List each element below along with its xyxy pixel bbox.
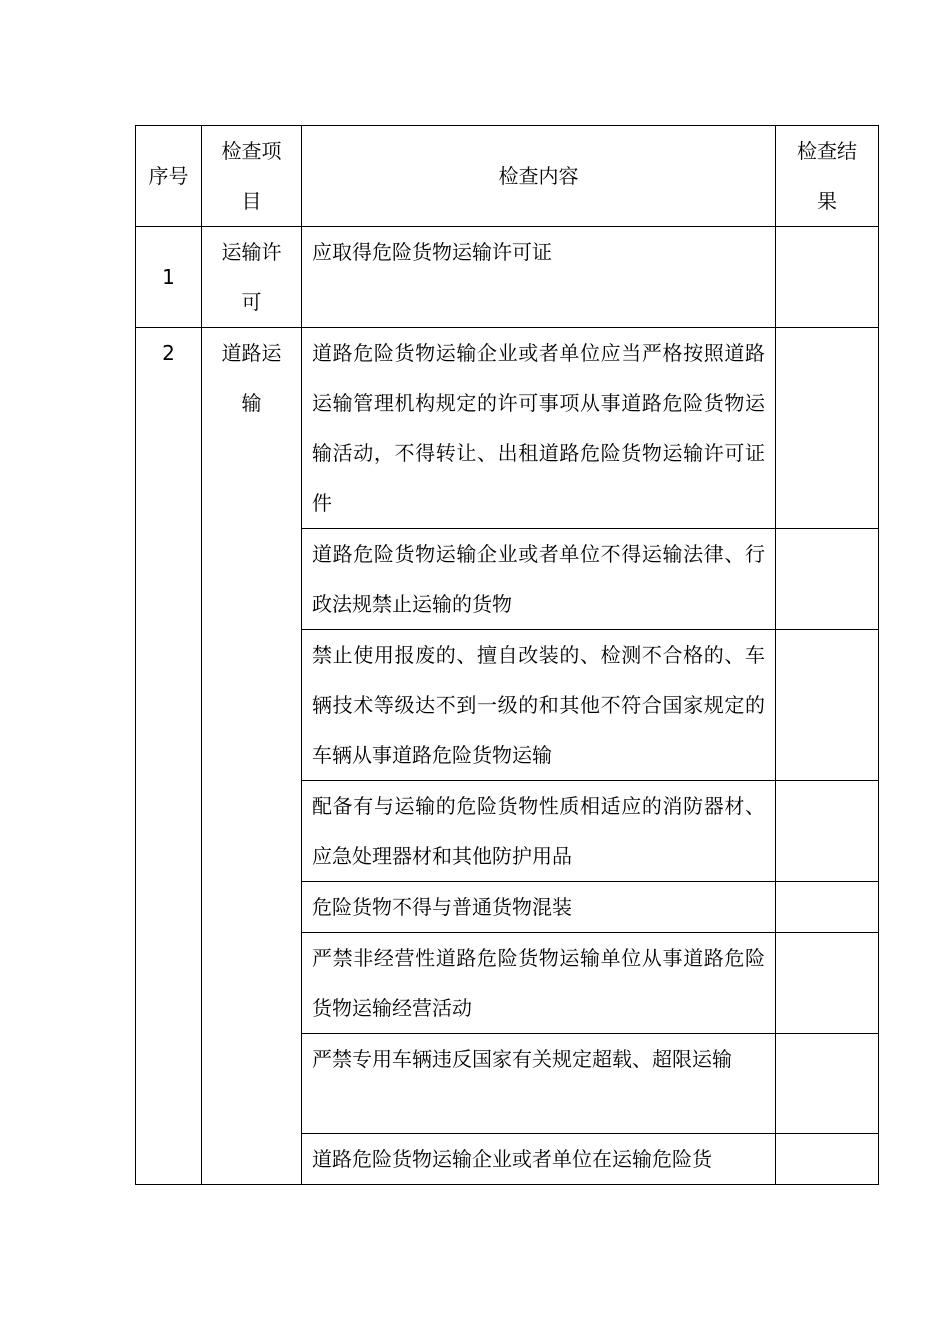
row-content: 禁止使用报废的、擅自改装的、检测不合格的、车辆技术等级达不到一级的和其他不符合国家规定的车辆从事道路危险货物运输 bbox=[302, 630, 776, 781]
row-result-cell bbox=[776, 227, 879, 328]
row-content: 应取得危险货物运输许可证 bbox=[302, 227, 776, 328]
row-result-cell bbox=[776, 1134, 879, 1185]
header-number: 序号 bbox=[136, 126, 202, 227]
row-result-cell bbox=[776, 882, 879, 933]
row-result-cell bbox=[776, 630, 879, 781]
header-content: 检查内容 bbox=[302, 126, 776, 227]
row-result-cell bbox=[776, 1034, 879, 1134]
row-content: 严禁非经营性道路危险货物运输单位从事道路危险货物运输经营活动 bbox=[302, 933, 776, 1034]
row-content: 配备有与运输的危险货物性质相适应的消防器材、应急处理器材和其他防护用品 bbox=[302, 781, 776, 882]
table-row bbox=[136, 328, 879, 529]
header-item: 检查项目 bbox=[202, 126, 302, 227]
row-result-cell bbox=[776, 529, 879, 630]
row-content: 道路危险货物运输企业或者单位在运输危险货 bbox=[302, 1134, 776, 1185]
row-number: 2 bbox=[136, 328, 202, 1185]
row-number: 1 bbox=[136, 227, 202, 328]
row-content: 道路危险货物运输企业或者单位应当严格按照道路运输管理机构规定的许可事项从事道路危险货物运输活动，不得转让、出租道路危险货物运输许可证件 bbox=[302, 328, 776, 529]
inspection-checklist-table bbox=[135, 125, 879, 1185]
row-item: 道路运输 bbox=[202, 328, 302, 1185]
table-row bbox=[136, 227, 879, 328]
row-content: 道路危险货物运输企业或者单位不得运输法律、行政法规禁止运输的货物 bbox=[302, 529, 776, 630]
row-result-cell bbox=[776, 328, 879, 529]
row-content: 严禁专用车辆违反国家有关规定超载、超限运输 bbox=[302, 1034, 776, 1134]
row-content: 危险货物不得与普通货物混装 bbox=[302, 882, 776, 933]
row-result-cell bbox=[776, 933, 879, 1034]
header-result: 检查结果 bbox=[776, 126, 879, 227]
row-result-cell bbox=[776, 781, 879, 882]
row-item: 运输许可 bbox=[202, 227, 302, 328]
table-header-row bbox=[136, 126, 879, 227]
